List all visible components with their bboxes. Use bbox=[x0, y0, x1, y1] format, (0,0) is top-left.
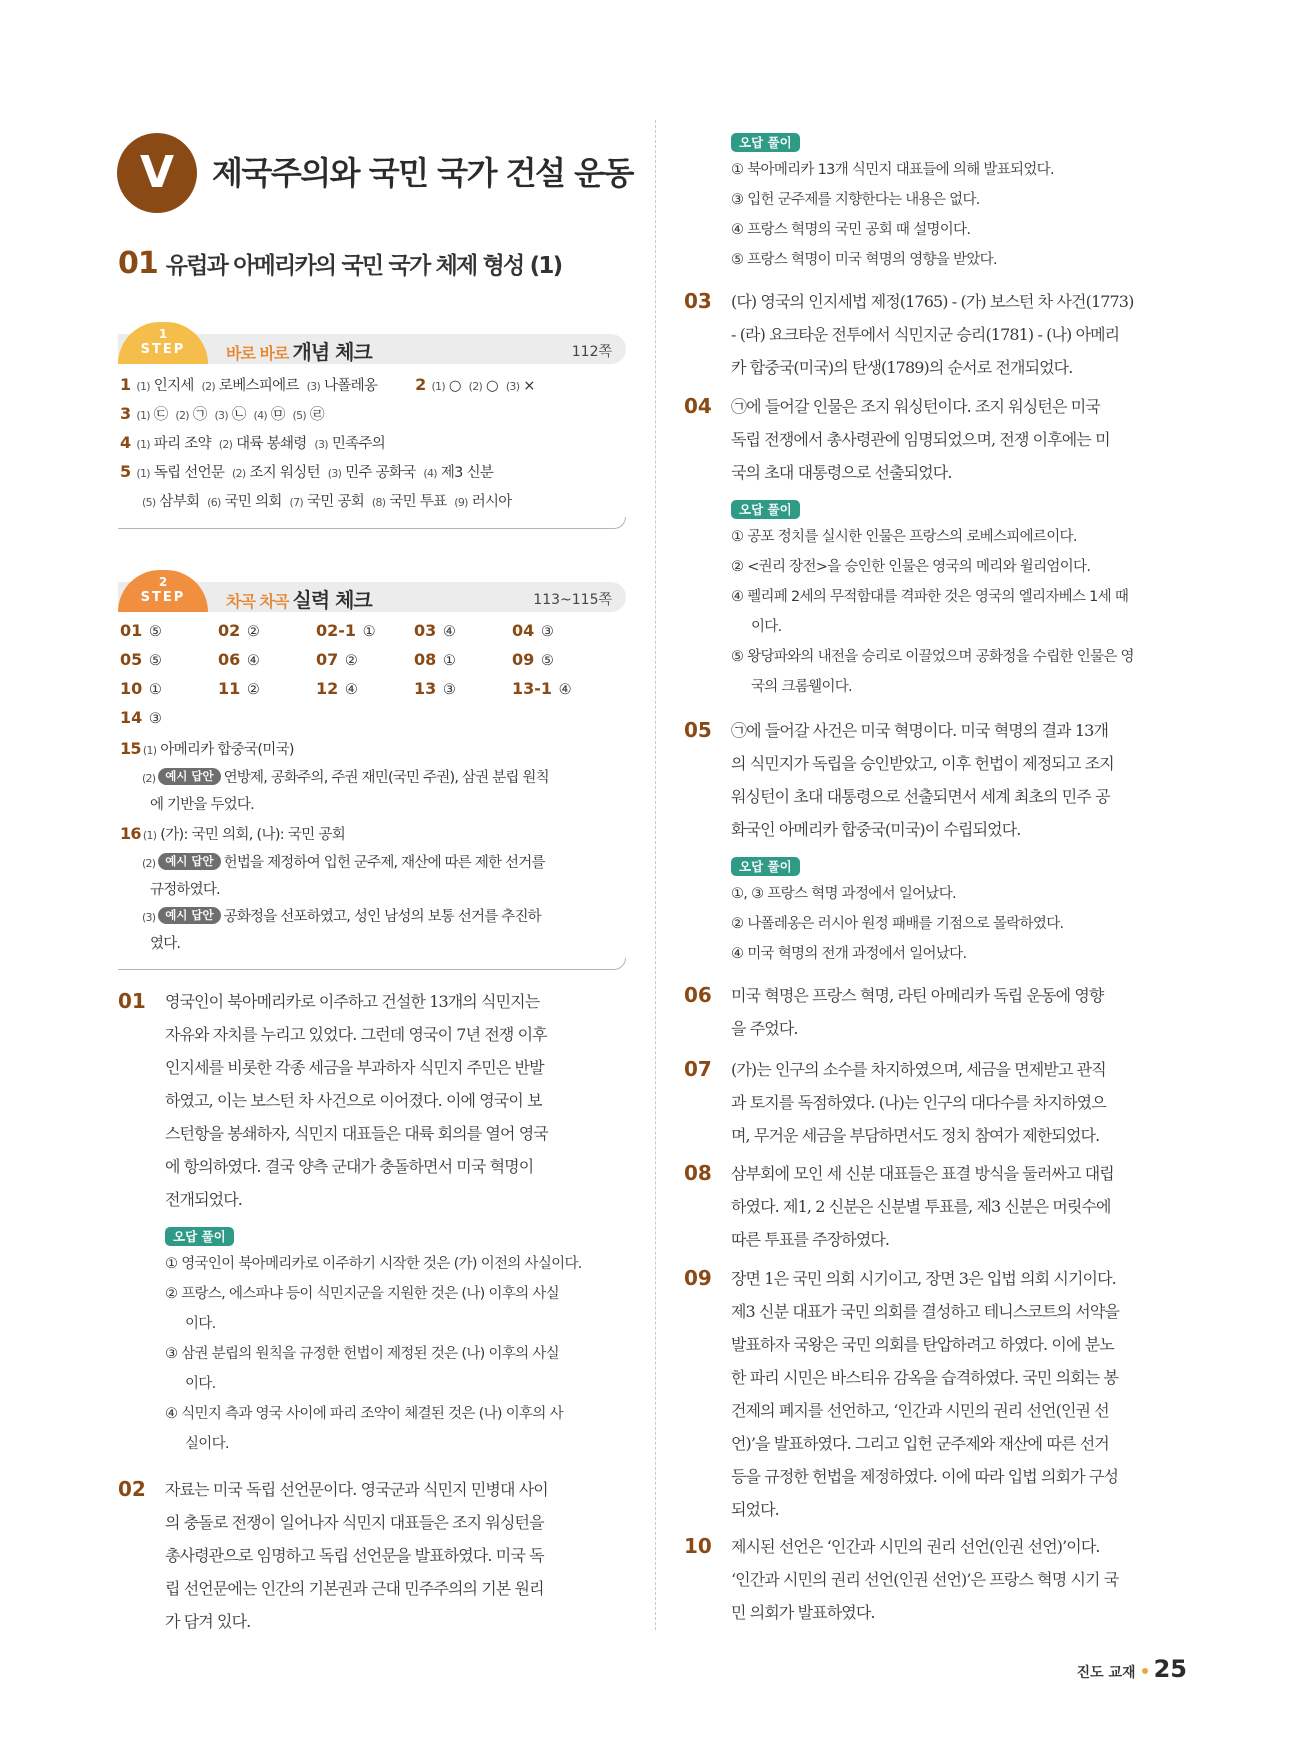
section-number: 01 bbox=[118, 246, 158, 281]
column-divider bbox=[655, 120, 656, 1630]
page-number: 25 bbox=[1153, 1655, 1187, 1683]
answer-question-number: 13 bbox=[414, 679, 437, 698]
answer-cell bbox=[218, 618, 316, 647]
answer-16-2-cont: 규정하였다. bbox=[150, 882, 220, 898]
wrong-answer-notes: 오답 풀이 ① 공포 정치를 실시한 인물은 프랑스의 로베스피에르이다. ② <권리 장전>을 승인한 인물은 영국의 메리와 윌리엄이다. ④ 펠리페 2세의 무적함대를 격파한 것은 영국의 엘리자베스 1세 때 이다. ⑤ 왕당파와의 내전을 승리로 이끌었으며 공화정을 수립한 인물은 영 국의 크롬웰이다. bbox=[731, 502, 1134, 695]
answer-choice: ④ bbox=[558, 682, 572, 698]
explanation-text: 제시된 선언은 ‘인간과 시민의 권리 선언(인권 선언)’이다. ‘인간과 시민의 권리 선언(인권 선언)’은 프랑스 혁명 시기 국 민 의회가 발표하였다. bbox=[731, 1537, 1119, 1622]
answer-cell bbox=[512, 647, 610, 676]
answer-choice: ② bbox=[246, 624, 260, 640]
explanation-text: 삼부회에 모인 세 신분 대표들은 표결 방식을 둘러싸고 대립 하였다. 제1, 2 신분은 신분별 투표를, 제3 신분은 머릿수에 따른 투표를 주장하였다. bbox=[731, 1164, 1114, 1249]
answer-question-number: 08 bbox=[414, 650, 437, 669]
explanation-04: 04 ㉠에 들어갈 인물은 조지 워싱턴이다. 조지 워싱턴은 미국 독립 전쟁에서 총사령관에 임명되었으며, 전쟁 이후에는 미 국의 초대 대통령으로 선출되었다. 오답 풀이 ① 공포 정치를 실시한 인물은 프랑스의 로베스피에르이다. ② <권리 장전>을 승인한 인물은 영국의 메리와 윌리엄이다. ④ 펠리페 2세의 무적함대를 격파한 것은 영국의 엘리자베스 1세 때 이다. ⑤ 왕당파와의 내전을 승리로 이끌었으며 공화정을 수립한 인물은 영 국의 크롬웰이다. bbox=[684, 390, 1204, 702]
wrong-answer-tag: 오답 풀이 bbox=[165, 1227, 234, 1246]
answer-choice: ① bbox=[148, 682, 162, 698]
answer-cell bbox=[120, 676, 218, 705]
answer-choice: ④ bbox=[246, 653, 260, 669]
explanation-text: 미국 혁명은 프랑스 혁명, 라틴 아메리카 독립 운동에 영향 을 주었다. bbox=[731, 986, 1104, 1038]
page-footer bbox=[1077, 1655, 1187, 1683]
step1-box bbox=[118, 322, 626, 529]
answer-16-3: (3) 예시 답안 공화정을 선포하였고, 성인 남성의 보통 선거를 추진하 bbox=[142, 908, 541, 925]
answer-question-number: 02 bbox=[218, 621, 241, 640]
explanation-text: (가)는 인구의 소수를 차지하였으며, 세금을 면제받고 관직 과 토지를 독점하였다. (나)는 인구의 대다수를 차지하였으 며, 무거운 세금을 부담하면서도 정치 참여가 제한되었다. bbox=[731, 1060, 1106, 1145]
explanation-06: 06 미국 혁명은 프랑스 혁명, 라틴 아메리카 독립 운동에 영향 을 주었다. bbox=[684, 979, 1204, 1045]
answer-16-2: (2) 예시 답안 헌법을 제정하여 입헌 군주제, 재산에 따른 제한 선거를 bbox=[142, 854, 545, 871]
explanation-01: 01 영국인이 북아메리카로 이주하고 건설한 13개의 식민지는 자유와 자치를 누리고 있었다. 그런데 영국이 7년 전쟁 이후 인지세를 비롯한 각종 세금을 부과하자 식민지 주민은 반발 하였고, 이는 보스턴 차 사건으로 이어졌다. 이에 영국이 보 스턴항을 봉쇄하자, 식민지 대표들은 대륙 회의를 열어 영국 에 항의하였다. 결국 양측 군대가 충돌하면서 미국 혁명이 전개되었다. 오답 풀이 ① 영국인이 북아메리카로 이주하기 시작한 것은 (가) 이전의 사실이다. ② 프랑스, 에스파냐 등이 식민지군을 지원한 것은 (나) 이후의 사실 이다. ③ 삼권 분립의 원칙을 규정한 헌법이 제정된 것은 (나) 이후의 사실 이다. ④ 식민지 측과 영국 사이에 파리 조약이 체결된 것은 (나) 이후의 사 실이다. bbox=[118, 985, 626, 1459]
wrong-answer-tag: 오답 풀이 bbox=[731, 857, 800, 876]
answer-cell bbox=[414, 618, 512, 647]
answer-line-5b: (5) 삼부회 (6) 국민 의회 (7) 국민 공회 (8) 국민 투표 (9) 러시아 bbox=[142, 494, 512, 510]
answer-choice: ③ bbox=[540, 624, 554, 640]
explanation-08: 08 삼부회에 모인 세 신분 대표들은 표결 방식을 둘러싸고 대립 하였다. 제1, 2 신분은 신분별 투표를, 제3 신분은 머릿수에 따른 투표를 주장하였다. bbox=[684, 1157, 1204, 1256]
answer-question-number: 07 bbox=[316, 650, 339, 669]
answer-question-number: 06 bbox=[218, 650, 241, 669]
footer-dot-icon bbox=[1142, 1668, 1148, 1674]
explanation-text: 자료는 미국 독립 선언문이다. 영국군과 식민지 민병대 사이 의 충돌로 전쟁이 일어나자 식민지 대표들은 조지 워싱턴을 총사령관으로 임명하고 독립 선언문을 발표하였다. 미국 독 립 선언문에는 인간의 기본권과 근대 민주주의의 기본 원리 가 담겨 있다. bbox=[165, 1480, 548, 1631]
wrong-answer-02 bbox=[684, 132, 1204, 275]
chapter-badge: V bbox=[117, 133, 197, 213]
answer-cell bbox=[414, 647, 512, 676]
answer-cell bbox=[512, 676, 610, 705]
chapter-title: 제국주의와 국민 국가 건설 운동 bbox=[212, 154, 633, 192]
answer-question-number: 01 bbox=[120, 621, 143, 640]
wrong-answer-tag: 오답 풀이 bbox=[731, 133, 800, 152]
answer-15-2: (2) 예시 답안 연방제, 공화주의, 주권 재민(국민 주권), 삼권 분립 원칙 bbox=[142, 769, 549, 786]
explanation-text: 장면 1은 국민 의회 시기이고, 장면 3은 입법 의회 시기이다. 제3 신분 대표가 국민 의회를 결성하고 테니스코트의 서약을 발표하자 국왕은 국민 의회를 탄압하려고 하였다. 이에 분노 한 파리 시민은 바스티유 감옥을 습격하였다. 국민 의회는 봉 건제의 폐지를 선언하고, ‘인간과 시민의 권리 선언(인권 선 언)’을 발표하였다. 그리고 입헌 군주제와 재산에 따른 선거 등을 규정한 헌법을 제정하였다. 이에 따라 입법 의회가 구성 되었다. bbox=[731, 1269, 1119, 1519]
answer-cell bbox=[218, 676, 316, 705]
explanation-text: ㉠에 들어갈 사건은 미국 혁명이다. 미국 혁명의 결과 13개 의 식민지가 독립을 승인받았고, 이후 헌법이 제정되고 조지 워싱턴이 초대 대통령으로 선출되면서 세계 최초의 민주 공 화국인 아메리카 합중국(미국)이 수립되었다. bbox=[731, 721, 1114, 839]
explanation-text: 영국인이 북아메리카로 이주하고 건설한 13개의 식민지는 자유와 자치를 누리고 있었다. 그런데 영국이 7년 전쟁 이후 인지세를 비롯한 각종 세금을 부과하자 식민지 주민은 반발 하였고, 이는 보스턴 차 사건으로 이어졌다. 이에 영국이 보 스턴항을 봉쇄하자, 식민지 대표들은 대륙 회의를 열어 영국 에 항의하였다. 결국 양측 군대가 충돌하면서 미국 혁명이 전개되었다. bbox=[165, 992, 548, 1209]
answer-choice: ③ bbox=[148, 711, 162, 727]
wrong-answer-tag: 오답 풀이 bbox=[731, 500, 800, 519]
answer-choice: ① bbox=[442, 653, 456, 669]
step1-badge: 1 STEP bbox=[118, 322, 208, 364]
answer-line-3: 3 (1) ㉢ (2) ㉠ (3) ㉡ (4) ㉤ (5) ㉣ bbox=[120, 404, 324, 423]
explanation-07: 07 (가)는 인구의 소수를 차지하였으며, 세금을 면제받고 관직 과 토지를 독점하였다. (나)는 인구의 대다수를 차지하였으 며, 무거운 세금을 부담하면서도 정치 참여가 제한되었다. bbox=[684, 1053, 1204, 1152]
answer-cell bbox=[218, 647, 316, 676]
answer-15-2-cont: 에 기반을 두었다. bbox=[150, 797, 254, 813]
answer-question-number: 11 bbox=[218, 679, 241, 698]
explanation-03: 03 (다) 영국의 인지세법 제정(1765) - (가) 보스턴 차 사건(1773) - (라) 요크타운 전투에서 식민지군 승리(1781) - (나) 아메리 카 합중국(미국)의 탄생(1789)의 순서로 전개되었다. bbox=[684, 285, 1204, 384]
step2-badge: 2 STEP bbox=[118, 570, 208, 612]
step2-title: 차곡 차곡 실력 체크 bbox=[226, 588, 372, 612]
answer-choice: ③ bbox=[442, 682, 456, 698]
explanation-02: 02 자료는 미국 독립 선언문이다. 영국군과 식민지 민병대 사이 의 충돌로 전쟁이 일어나자 식민지 대표들은 조지 워싱턴을 총사령관으로 임명하고 독립 선언문을 발표하였다. 미국 독 립 선언문에는 인간의 기본권과 근대 민주주의의 기본 원리 가 담겨 있다. bbox=[118, 1473, 626, 1638]
answer-question-number: 05 bbox=[120, 650, 143, 669]
explanation-text: ㉠에 들어갈 인물은 조지 워싱턴이다. 조지 워싱턴은 미국 독립 전쟁에서 총사령관에 임명되었으며, 전쟁 이후에는 미 국의 초대 대통령으로 선출되었다. bbox=[731, 397, 1110, 482]
answer-cell bbox=[120, 647, 218, 676]
answer-choice: ⑤ bbox=[148, 653, 162, 669]
answer-line-5a: 5 (1) 독립 선언문 (2) 조지 워싱턴 (3) 민주 공화국 (4) 제3 신분 bbox=[120, 462, 494, 481]
explanation-10: 10 제시된 선언은 ‘인간과 시민의 권리 선언(인권 선언)’이다. ‘인간과 시민의 권리 선언(인권 선언)’은 프랑스 혁명 시기 국 민 의회가 발표하였다. bbox=[684, 1530, 1204, 1629]
answer-cell bbox=[120, 618, 218, 647]
wrong-answer-notes: 오답 풀이 ① 영국인이 북아메리카로 이주하기 시작한 것은 (가) 이전의 사실이다. ② 프랑스, 에스파냐 등이 식민지군을 지원한 것은 (나) 이후의 사실 이다. ③ 삼권 분립의 원칙을 규정한 헌법이 제정된 것은 (나) 이후의 사실 이다. ④ 식민지 측과 영국 사이에 파리 조약이 체결된 것은 (나) 이후의 사 실이다. bbox=[165, 1229, 582, 1452]
explanation-05: 05 ㉠에 들어갈 사건은 미국 혁명이다. 미국 혁명의 결과 13개 의 식민지가 독립을 승인받았고, 이후 헌법이 제정되고 조지 워싱턴이 초대 대통령으로 선출되면서 세계 최초의 민주 공 화국인 아메리카 합중국(미국)이 수립되었다. 오답 풀이 ①, ③ 프랑스 혁명 과정에서 일어났다. ② 나폴레옹은 러시아 원정 패배를 기점으로 몰락하였다. ④ 미국 혁명의 전개 과정에서 일어났다. bbox=[684, 714, 1204, 969]
answer-question-number: 09 bbox=[512, 650, 535, 669]
answer-question-number: 10 bbox=[120, 679, 143, 698]
answer-choice: ④ bbox=[442, 624, 456, 640]
answer-choice: ① bbox=[362, 624, 376, 640]
answer-16-3-cont: 였다. bbox=[150, 936, 181, 952]
answer-cell bbox=[316, 676, 414, 705]
answer-cell bbox=[316, 647, 414, 676]
answer-question-number: 14 bbox=[120, 708, 143, 727]
answer-line-4: 4 (1) 파리 조약 (2) 대륙 봉쇄령 (3) 민족주의 bbox=[120, 433, 386, 452]
answer-15-1: 15 (1) 아메리카 합중국(미국) bbox=[120, 739, 294, 758]
step1-page-ref: 112쪽 bbox=[571, 344, 612, 360]
answer-choice: ⑤ bbox=[540, 653, 554, 669]
step2-box bbox=[118, 570, 626, 970]
footer-label: 진도 교재 bbox=[1076, 1665, 1136, 1681]
answer-choice: ⑤ bbox=[148, 624, 162, 640]
answer-line-1-2: 1 (1) 인지세 (2) 로베스피에르 (3) 나폴레옹 2 (1) ○ (2) ○ (3) × bbox=[120, 375, 535, 394]
answer-question-number: 04 bbox=[512, 621, 535, 640]
section-title bbox=[118, 246, 561, 281]
wrong-answer-notes: 오답 풀이 ① 북아메리카 13개 식민지 대표들에 의해 발표되었다. ③ 입헌 군주제를 지향한다는 내용은 없다. ④ 프랑스 혁명의 국민 공회 때 설명이다. ⑤ 프랑스 혁명이 미국 혁명의 영향을 받았다. bbox=[731, 135, 1054, 268]
step2-page-ref: 113~115쪽 bbox=[533, 592, 612, 608]
answer-cell bbox=[316, 618, 414, 647]
answer-16-1: 16 (1) (가): 국민 의회, (나): 국민 공회 bbox=[120, 824, 346, 843]
answer-cell bbox=[414, 676, 512, 705]
explanation-text: (다) 영국의 인지세법 제정(1765) - (가) 보스턴 차 사건(1773) - (라) 요크타운 전투에서 식민지군 승리(1781) - (나) 아메리 카 합중국(미국)의 탄생(1789)의 순서로 전개되었다. bbox=[731, 292, 1134, 377]
answer-question-number: 03 bbox=[414, 621, 437, 640]
answer-cell bbox=[512, 618, 610, 647]
answer-grid bbox=[120, 618, 626, 734]
answer-cell bbox=[120, 705, 218, 734]
answer-question-number: 02-1 bbox=[316, 621, 357, 640]
answer-choice: ② bbox=[344, 653, 358, 669]
answer-choice: ② bbox=[246, 682, 260, 698]
answer-choice: ④ bbox=[344, 682, 358, 698]
answer-question-number: 12 bbox=[316, 679, 339, 698]
wrong-answer-notes: 오답 풀이 ①, ③ 프랑스 혁명 과정에서 일어났다. ② 나폴레옹은 러시아 원정 패배를 기점으로 몰락하였다. ④ 미국 혁명의 전개 과정에서 일어났다. bbox=[731, 859, 1064, 962]
answer-question-number: 13-1 bbox=[512, 679, 553, 698]
step1-title: 바로 바로 개념 체크 bbox=[226, 340, 372, 364]
explanation-09: 09 장면 1은 국민 의회 시기이고, 장면 3은 입법 의회 시기이다. 제3 신분 대표가 국민 의회를 결성하고 테니스코트의 서약을 발표하자 국왕은 국민 의회를 탄압하려고 하였다. 이에 분노 한 파리 시민은 바스티유 감옥을 습격하였다. 국민 의회는 봉 건제의 폐지를 선언하고, ‘인간과 시민의 권리 선언(인권 선 언)’을 발표하였다. 그리고 입헌 군주제와 재산에 따른 선거 등을 규정한 헌법을 제정하였다. 이에 따라 입법 의회가 구성 되었다. bbox=[684, 1262, 1204, 1526]
section-heading: 유럽과 아메리카의 국민 국가 체제 형성 (1) bbox=[165, 253, 562, 279]
